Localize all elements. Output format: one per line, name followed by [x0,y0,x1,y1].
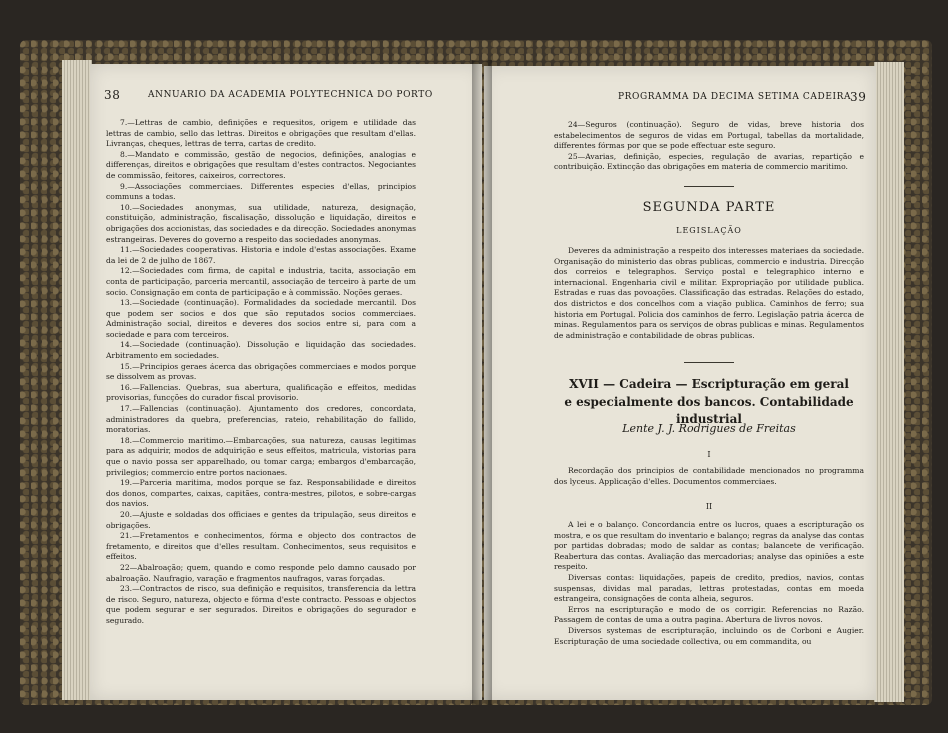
divider-rule [684,186,734,187]
section-one-label: I [707,450,711,459]
legislation-paragraph: Deveres da administração a respeito dos interesses materiaes da sociedade. Organisação do ministerio das obras publicas, commercio e industria. Direcção dos correios e telegraphos. Serviço postal e telegraphico interno e internacional. Engenharia civil e militar. Expropriação por utilidade publica. Estradas e ruas das povoações. Classificação das estradas. Relações do estado, dos districtos e dos concelhos com a viação publica. Caminhos de ferro; sua historia em Portugal. Policia dos caminhos de ferro. Legislação patria ácerca de minas. Regulamentos para os serviços de obras publicas e minas. Regulamentos de administração e contabilidade de obras publicas. [554,246,864,340]
left-paragraph: 23.—Contractos de risco, sua definição e requisitos, transferencia da lettra de risco. Seguro, natureza, objecto e fórma d'este contracto. Pessoas e objectos que podem segurar e ser segurados. Direitos e obrigações do segurador e segurado. [106,584,416,625]
left-page [90,64,482,700]
left-paragraph: 11.—Sociedades cooperativas. Historia e indole d'estas associações. Exame da lei de 2 de julho de 1867. [106,245,416,265]
left-paragraph: 22—Abalroação; quem, quando e como responde pelo damno causado por abalroação. Naufragio, varação e fragmentos naufragos, varas forçadas. [106,562,416,583]
right-page-number: 39 [850,90,867,104]
left-paragraph: 9.—Associações commerciaes. Differentes especies d'ellas, principios communs a todas. [106,181,416,202]
legislation-text [554,246,864,341]
right-paragraph: 25—Avarias, definição, especies, regulação de avarias, repartição e contribuição. Extincção das obrigações em materia de commercio maritimo. [554,151,864,172]
part-title: SEGUNDA PARTE [642,200,776,215]
lecturer-line: Lente J. J. Rodrigues de Freitas [622,422,796,435]
left-paragraph: 19.—Parceria maritima, modos porque se faz. Responsabilidade e direitos dos donos, compartes, caixas, capitães, contra-mestres, pilotos, e sobre-cargas dos navios. [106,478,416,509]
right-paragraph: 24—Seguros (continuação). Seguro de vidas, breve historia dos estabelecimentos de seguros de vidas em Portugal, tabellas da mortalidade, differentes fórmas por que se pode effectuar este seguro. [554,120,864,151]
book-spine-gutter [472,60,492,705]
left-paragraph: 21.—Fretamentos e conhecimentos, fórma e objecto dos contractos de fretamento, e direitos que d'elles resultam. Conhecimentos, seus requisitos e effeitos. [106,531,416,562]
part-subtitle: LEGISLAÇÃO [676,226,742,235]
section-two-paragraph: Diversas contas: liquidações, papeis de credito, predios, navios, contas suspensas, dividas mal paradas, lettras protestadas, contas em moeda estrangeira, consignações de conta alheia, seguros. [554,572,864,604]
left-paragraph: 18.—Commercio maritimo.—Embarcações, sua natureza, causas legitimas para as adquirir, modos de adquirição e seus effeitos, matricula, vistorias para que o navio possa ser apparelhado, ou tomar carga; embargos d'embarcação, privilegios; commercio entre portos nacionaes. [106,435,416,477]
left-paragraph: 8.—Mandato e commissão, gestão de negocios, definições, analogias e differenças, direitos e obrigações que resultam d'estes contractos. Negociantes de commissão, feitores, caixeiros, correctores. [106,149,416,180]
right-top-text [554,120,864,173]
left-paragraph: 14.—Sociedade (continuação). Dissolução e liquidação das sociedades. Arbitramento em sociedades. [106,340,416,361]
section-two-paragraph: Erros na escripturação e modo de os corrigir. Referencias no Razão. Passagem de contas de uma a outra pagina. Abertura de livros novos. [554,604,864,625]
left-paragraph: 17.—Fallencias (continuação). Ajuntamento dos credores, concordata, administradores da quebra, preferencias, rateio, rehabilitação do fallido, moratorias. [106,404,416,435]
page-edges-right [874,62,904,702]
chapter-title-line-1: XVII — Cadeira — Escripturação em geral [569,377,849,391]
right-page [484,66,876,700]
page-edges-left [62,60,92,700]
section-one-text [554,466,864,487]
section-two-paragraph: Diversos systemas de escripturação, incluindo os de Corboni e Augier. Escripturação de uma sociedade collectiva, ou em commandita, ou [554,625,864,646]
section-two-paragraph: A lei e o balanço. Concordancia entre os lucros, quaes a escripturação os mostra, e os que resultam do inventario e balanço; regras da analyse das contas por partidas dobradas; modo de saldar as contas; balancete de verificação. Reabertura das contas. Avaliação das mercadorias; analyse das opiniões a este respeito. [554,520,864,572]
chapter-title-line-2: e especialmente dos bancos. Contabilidade industrial [564,395,854,426]
left-page-number: 38 [104,88,121,102]
left-paragraph: 12.—Sociedades com firma, de capital e industria, tacita, associação em conta de participação, parceria mercantil, associação de terceiro à parte de um socio. Consignação em conta de participação e à commissão. Noções geraes. [106,266,416,297]
divider-rule [684,362,734,363]
left-page-body [106,118,416,627]
left-paragraph: 13.—Sociedade (continuação). Formalidades da sociedade mercantil. Dos que podem ser socios e dos que são reputados socios commerciaes. Administração social, direitos e deveres dos socios entre si, para com a sociedade e para com terceiros. [106,298,416,339]
section-one-paragraph: Recordação dos principios de contabilidade mencionados no programma dos lyceus. Applicação d'elles. Documentos commerciaes. [554,466,864,486]
left-paragraph: 15.—Principios geraes ácerca das obrigações commerciaes e modos porque se dissolvem as provas. [106,361,416,382]
left-paragraph: 7.—Lettras de cambio, definições e requesitos, origem e utilidade das lettras de cambio, sello das lettras. Direitos e obrigações que resultam d'ellas. Livranças, cheques, lettras de terra, cartas de credito. [106,118,416,149]
right-running-header: PROGRAMMA DA DECIMA SETIMA CADEIRA [618,92,852,102]
left-paragraph: 16.—Fallencias. Quebras, sua abertura, qualificação e effeitos, medidas provisorias, funcções do curador fiscal provisorio. [106,382,416,403]
left-running-header: ANNUARIO DA ACADEMIA POLYTECHNICA DO PORTO [148,90,433,100]
left-paragraph: 10.—Sociedades anonymas, sua utilidade, natureza, designação, constituição, administração, fiscalisação, dissolução e liquidação, direitos e obrigações dos accionistas, das sociedades e da direcção. Sociedades anonymas estrangeiras. Deveres do governo a respeito das sociedades anonymas. [106,202,416,244]
section-two-text [554,520,864,647]
left-paragraph: 20.—Ajuste e soldadas dos officiaes e gentes da tripulação, seus direitos e obrigações. [106,509,416,530]
section-two-label: II [705,502,713,511]
